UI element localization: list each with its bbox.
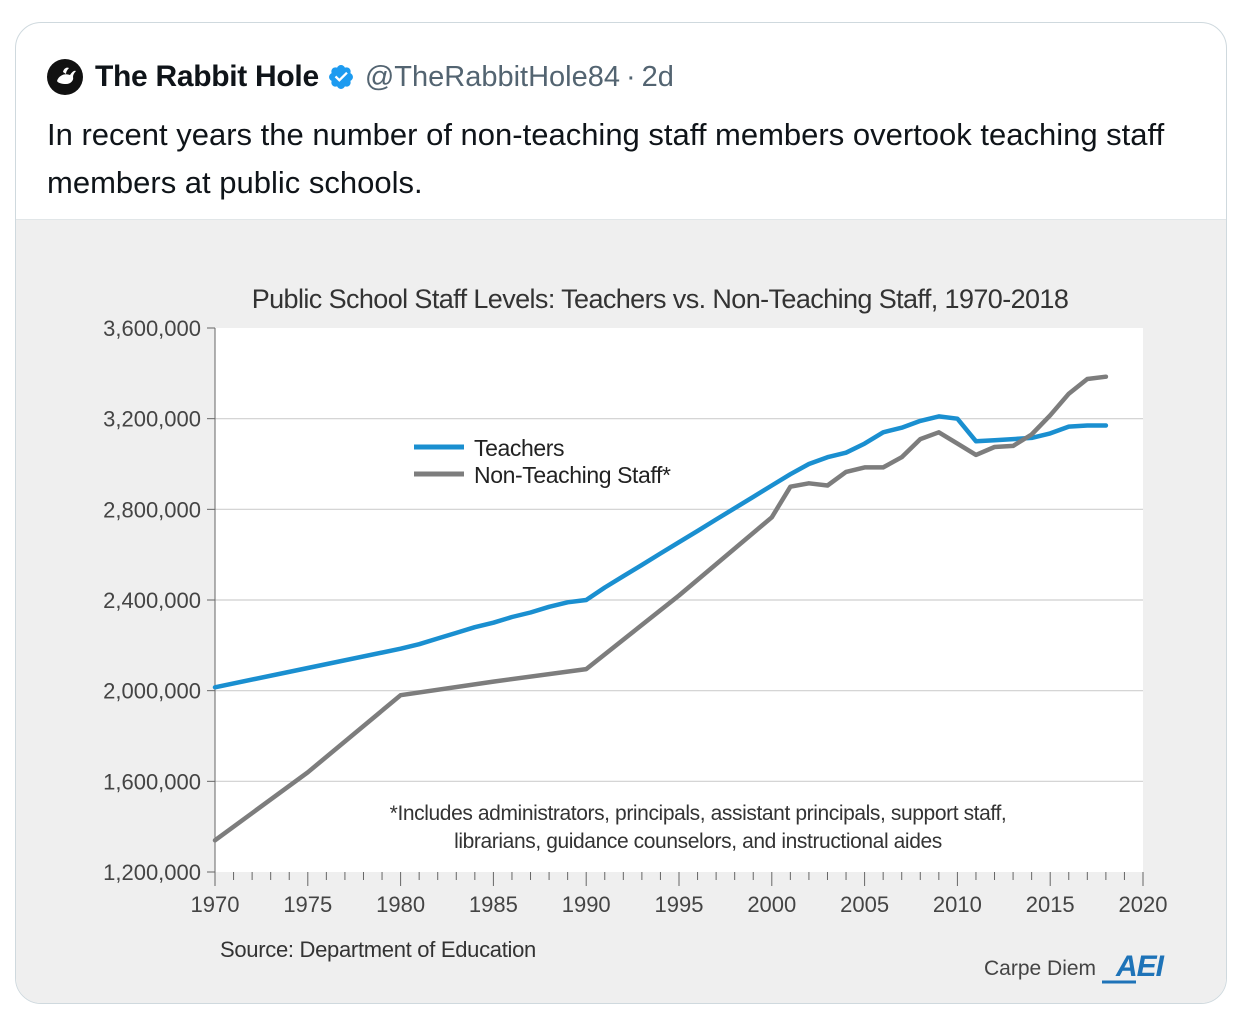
author-name[interactable]: The Rabbit Hole (95, 60, 319, 93)
y-tick-label: 3,600,000 (103, 316, 201, 341)
y-tick-label: 1,200,000 (103, 860, 201, 885)
x-tick-label: 2010 (932, 892, 982, 917)
x-tick-label: 1995 (654, 892, 704, 917)
y-tick-label: 1,600,000 (103, 769, 201, 795)
rabbit-silhouette-icon (50, 62, 80, 92)
chart-annotation-line2: librarians, guidance counselors, and instructional aides (454, 830, 942, 853)
aei-logo-text: AEI (1116, 950, 1164, 983)
tweet-card[interactable] (15, 22, 1227, 1004)
author-handle[interactable]: @TheRabbitHole84 (364, 60, 620, 93)
y-tick-label: 2,800,000 (103, 497, 201, 523)
x-tick-label: 1985 (468, 892, 518, 917)
x-axis (191, 872, 1168, 917)
legend-label-non-teaching: Non-Teaching Staff* (474, 462, 671, 488)
tweet-media[interactable] (16, 219, 1227, 1004)
y-axis (103, 316, 215, 885)
x-tick-label: 2005 (840, 892, 890, 917)
verified-badge-icon (327, 63, 355, 91)
chart-source: Source: Department of Education (220, 937, 536, 962)
avatar[interactable] (47, 59, 83, 95)
y-tick-label: 2,000,000 (103, 678, 201, 704)
aei-logo-icon (1102, 950, 1165, 983)
x-tick-label: 1990 (561, 892, 611, 917)
x-tick-label: 1970 (190, 892, 240, 917)
x-tick-label: 2000 (747, 892, 797, 917)
staff-levels-chart (16, 220, 1227, 1004)
x-tick-label: 2020 (1118, 892, 1168, 917)
y-tick-label: 3,200,000 (103, 406, 201, 432)
y-tick-label: 2,400,000 (103, 588, 201, 613)
timestamp[interactable]: 2d (641, 60, 674, 93)
tweet-header (47, 57, 674, 97)
branding-text: Carpe Diem (984, 957, 1097, 980)
legend-label-teachers: Teachers (474, 435, 565, 461)
separator-dot: · (625, 60, 636, 93)
chart-title: Public School Staff Levels: Teachers vs. Non-Teaching Staff, 1970-2018 (251, 284, 1069, 314)
x-tick-label: 1975 (283, 892, 333, 917)
x-tick-label: 2015 (1025, 892, 1075, 917)
chart-annotation-line1: *Includes administrators, principals, assistant principals, support staff, (389, 802, 1007, 825)
x-tick-label: 1980 (376, 892, 426, 917)
tweet-text: In recent years the number of non-teaching staff members overtook teaching staff members at public schools. (47, 117, 1165, 200)
